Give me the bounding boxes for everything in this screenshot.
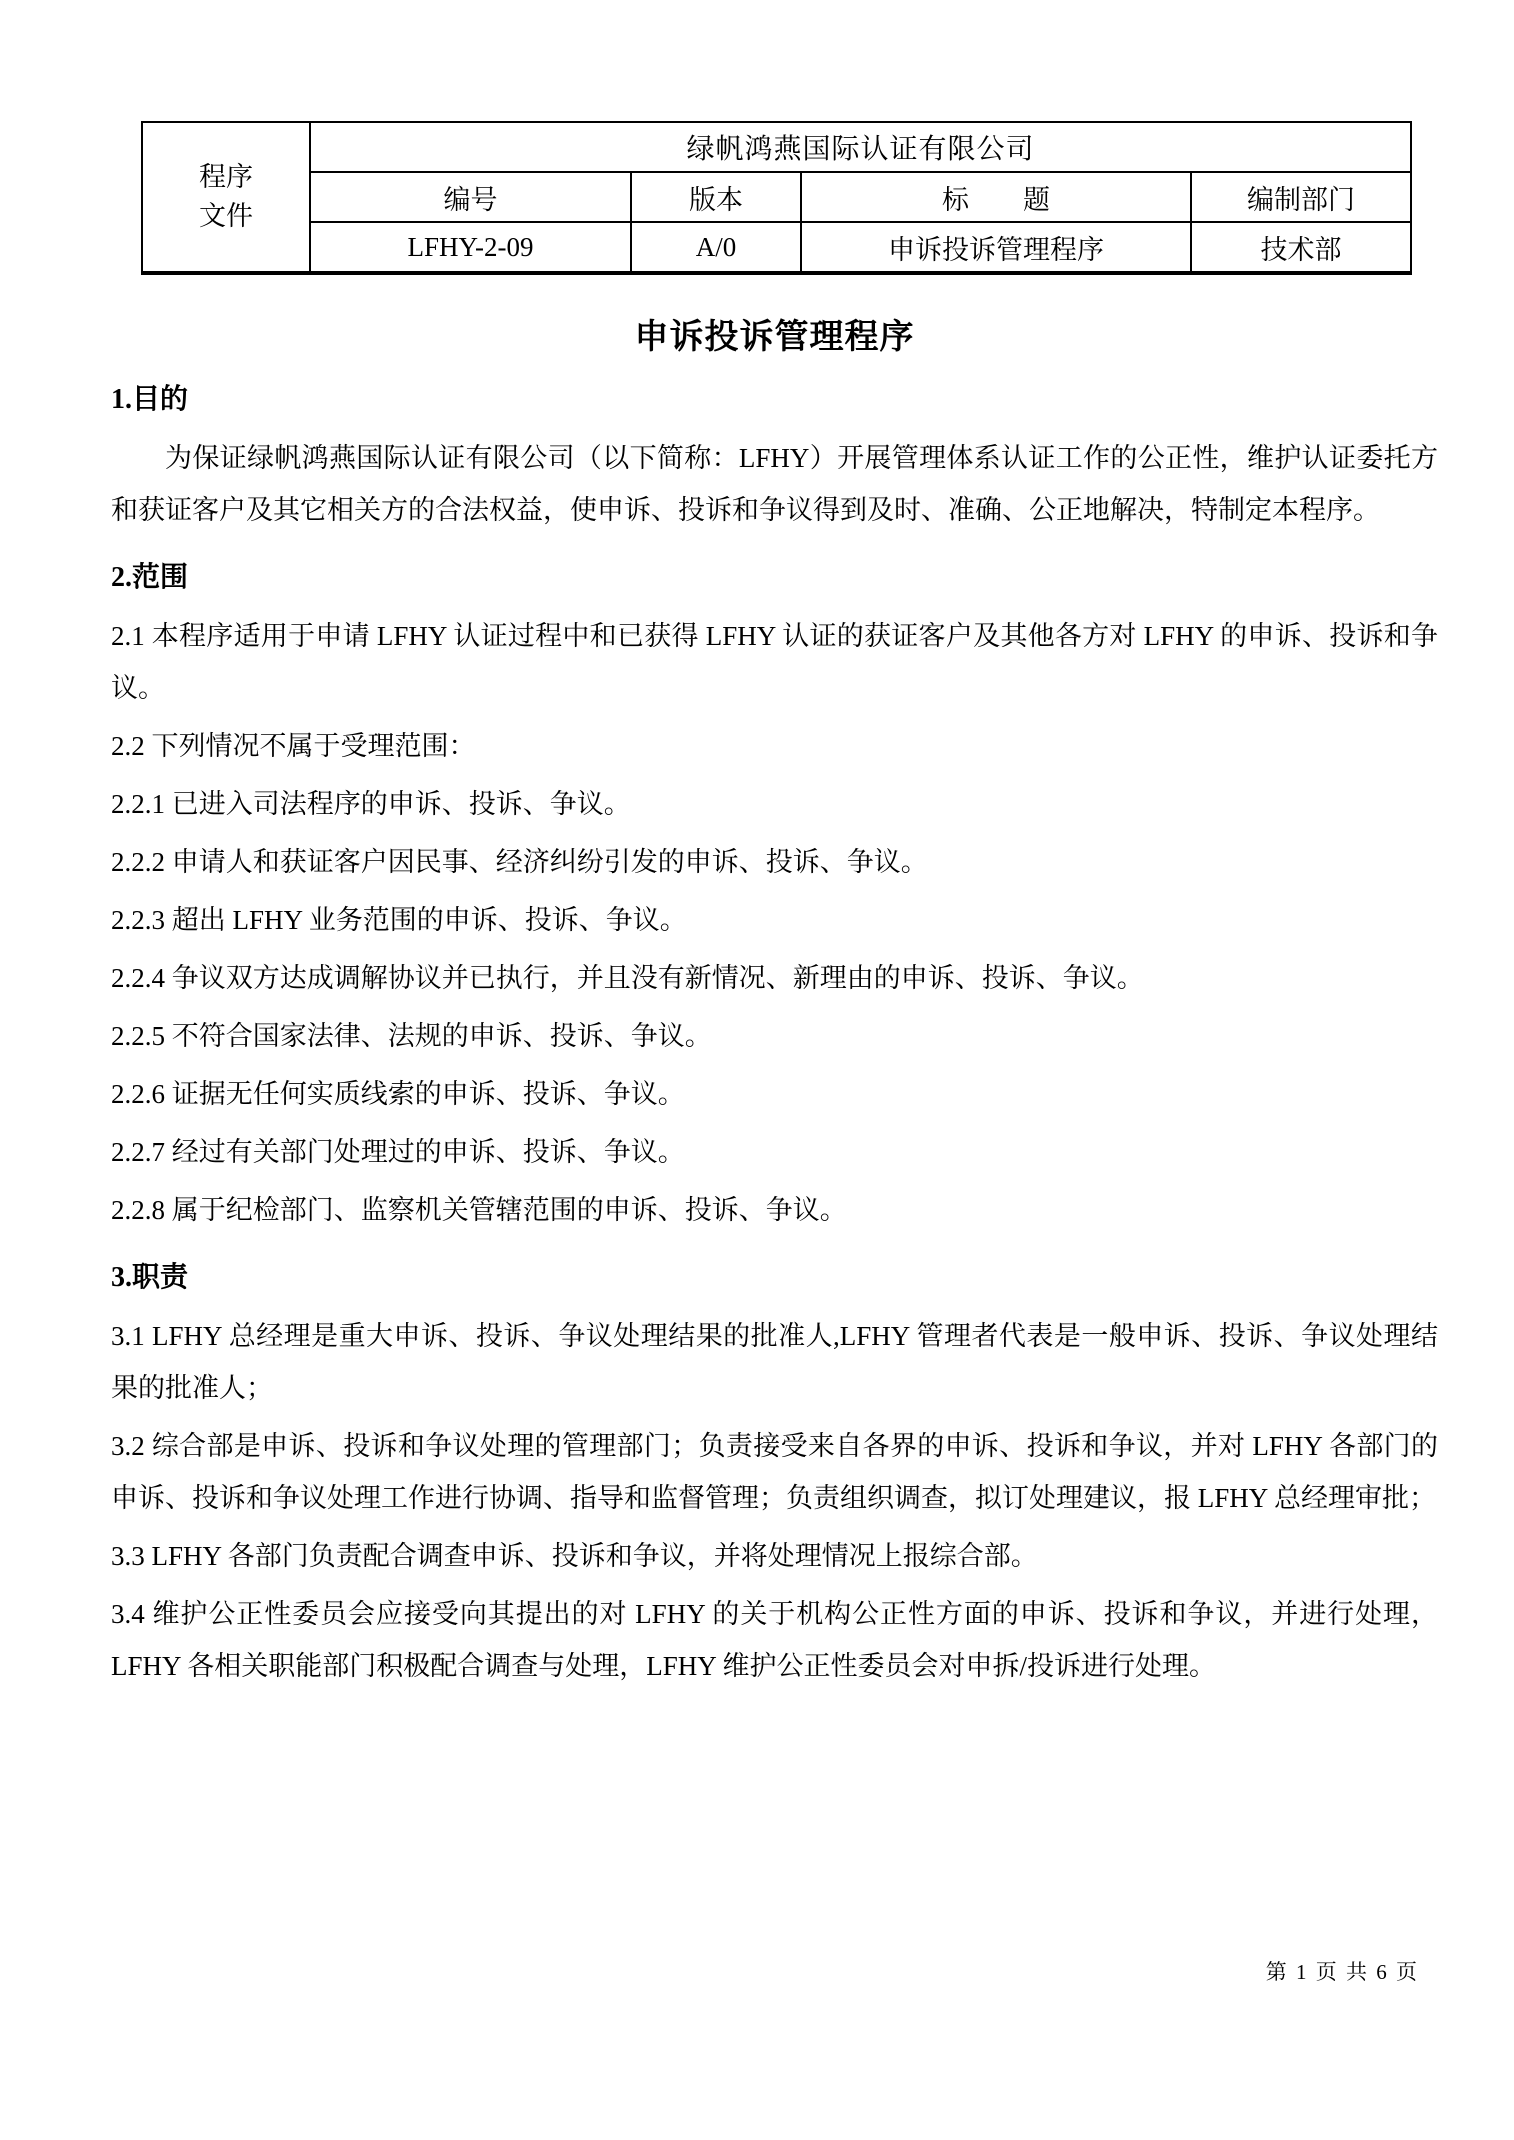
document-header-table [141, 121, 1412, 275]
dept-value: 技术部 [1191, 222, 1411, 273]
paragraph-2-2-2: 2.2.2 申请人和获证客户因民事、经济纠纷引发的申诉、投诉、争议。 [111, 847, 928, 877]
section-heading-responsibility: 3.职责 [111, 1262, 189, 1293]
paragraph-2-2-5: 2.2.5 不符合国家法律、法规的申诉、投诉、争议。 [111, 1021, 712, 1051]
title-label: 标 题 [801, 172, 1191, 222]
paragraph-3-3: 3.3 LFHY 各部门负责配合调查申诉、投诉和争议，并将处理情况上报综合部。 [111, 1541, 1038, 1571]
doc-type-cell [142, 122, 310, 273]
paragraph-2-1: 2.1 本程序适用于申请 LFHY 认证过程中和已获得 LFHY 认证的获证客户及其他各方对 LFHY 的申诉、投诉和争议。 [111, 621, 1438, 703]
section-responsibility [111, 1252, 1438, 1692]
paragraph-2-2-1: 2.2.1 已进入司法程序的申诉、投诉、争议。 [111, 789, 631, 819]
document-title: 申诉投诉管理程序 [634, 319, 915, 356]
paragraph-3-2: 3.2 综合部是申诉、投诉和争议处理的管理部门；负责接受来自各界的申诉、投诉和争议，并对 LFHY 各部门的申诉、投诉和争议处理工作进行协调、指导和监督管理；负责组织调查，拟订处理建议，报 LFHY 总经理审批； [111, 1431, 1438, 1513]
paragraph-3-4: 3.4 维护公正性委员会应接受向其提出的对 LFHY 的关于机构公正性方面的申诉、投诉和争议，并进行处理，LFHY 各相关职能部门积极配合调查与处理，LFHY 维护公正性委员会对申拆/投诉进行处理。 [111, 1599, 1438, 1681]
title-value: 申诉投诉管理程序 [801, 222, 1191, 273]
code-value: LFHY-2-09 [310, 222, 631, 273]
header-row-company [142, 122, 1411, 172]
company-name: 绿帆鸿燕国际认证有限公司 [310, 122, 1411, 172]
section-heading-purpose: 1.目的 [111, 384, 189, 415]
paragraph-2-2-8: 2.2.8 属于纪检部门、监察机关管辖范围的申诉、投诉、争议。 [111, 1195, 847, 1225]
dept-label: 编制部门 [1191, 172, 1411, 222]
paragraph-2-2-4: 2.2.4 争议双方达成调解协议并已执行，并且没有新情况、新理由的申诉、投诉、争议。 [111, 963, 1144, 993]
header-row-labels [142, 172, 1411, 222]
header-row-values [142, 222, 1411, 273]
paragraph-2-2: 2.2 下列情况不属于受理范围： [111, 731, 476, 761]
section-heading-scope: 2.范围 [111, 562, 189, 593]
section-scope [111, 552, 1438, 1236]
code-label: 编号 [310, 172, 631, 222]
paragraph-2-2-6: 2.2.6 证据无任何实质线索的申诉、投诉、争议。 [111, 1079, 685, 1109]
paragraph-2-2-3: 2.2.3 超出 LFHY 业务范围的申诉、投诉、争议。 [111, 905, 687, 935]
document-body [111, 374, 1438, 1692]
page-number: 第 1 页 共 6 页 [1265, 1960, 1419, 1984]
doc-type-line-1: 程序 [199, 161, 253, 192]
paragraph-purpose: 为保证绿帆鸿燕国际认证有限公司（以下简称：LFHY）开展管理体系认证工作的公正性，维护认证委托方和获证客户及其它相关方的合法权益，使申诉、投诉和争议得到及时、准确、公正地解决，特制定本程序。 [111, 443, 1438, 525]
version-label: 版本 [631, 172, 801, 222]
paragraph-2-2-7: 2.2.7 经过有关部门处理过的申诉、投诉、争议。 [111, 1137, 685, 1167]
doc-type-line-2: 文件 [199, 201, 253, 231]
version-value: A/0 [631, 222, 801, 273]
section-purpose [111, 374, 1438, 536]
paragraph-3-1: 3.1 LFHY 总经理是重大申诉、投诉、争议处理结果的批准人,LFHY 管理者代表是一般申诉、投诉、争议处理结果的批准人； [111, 1321, 1438, 1403]
